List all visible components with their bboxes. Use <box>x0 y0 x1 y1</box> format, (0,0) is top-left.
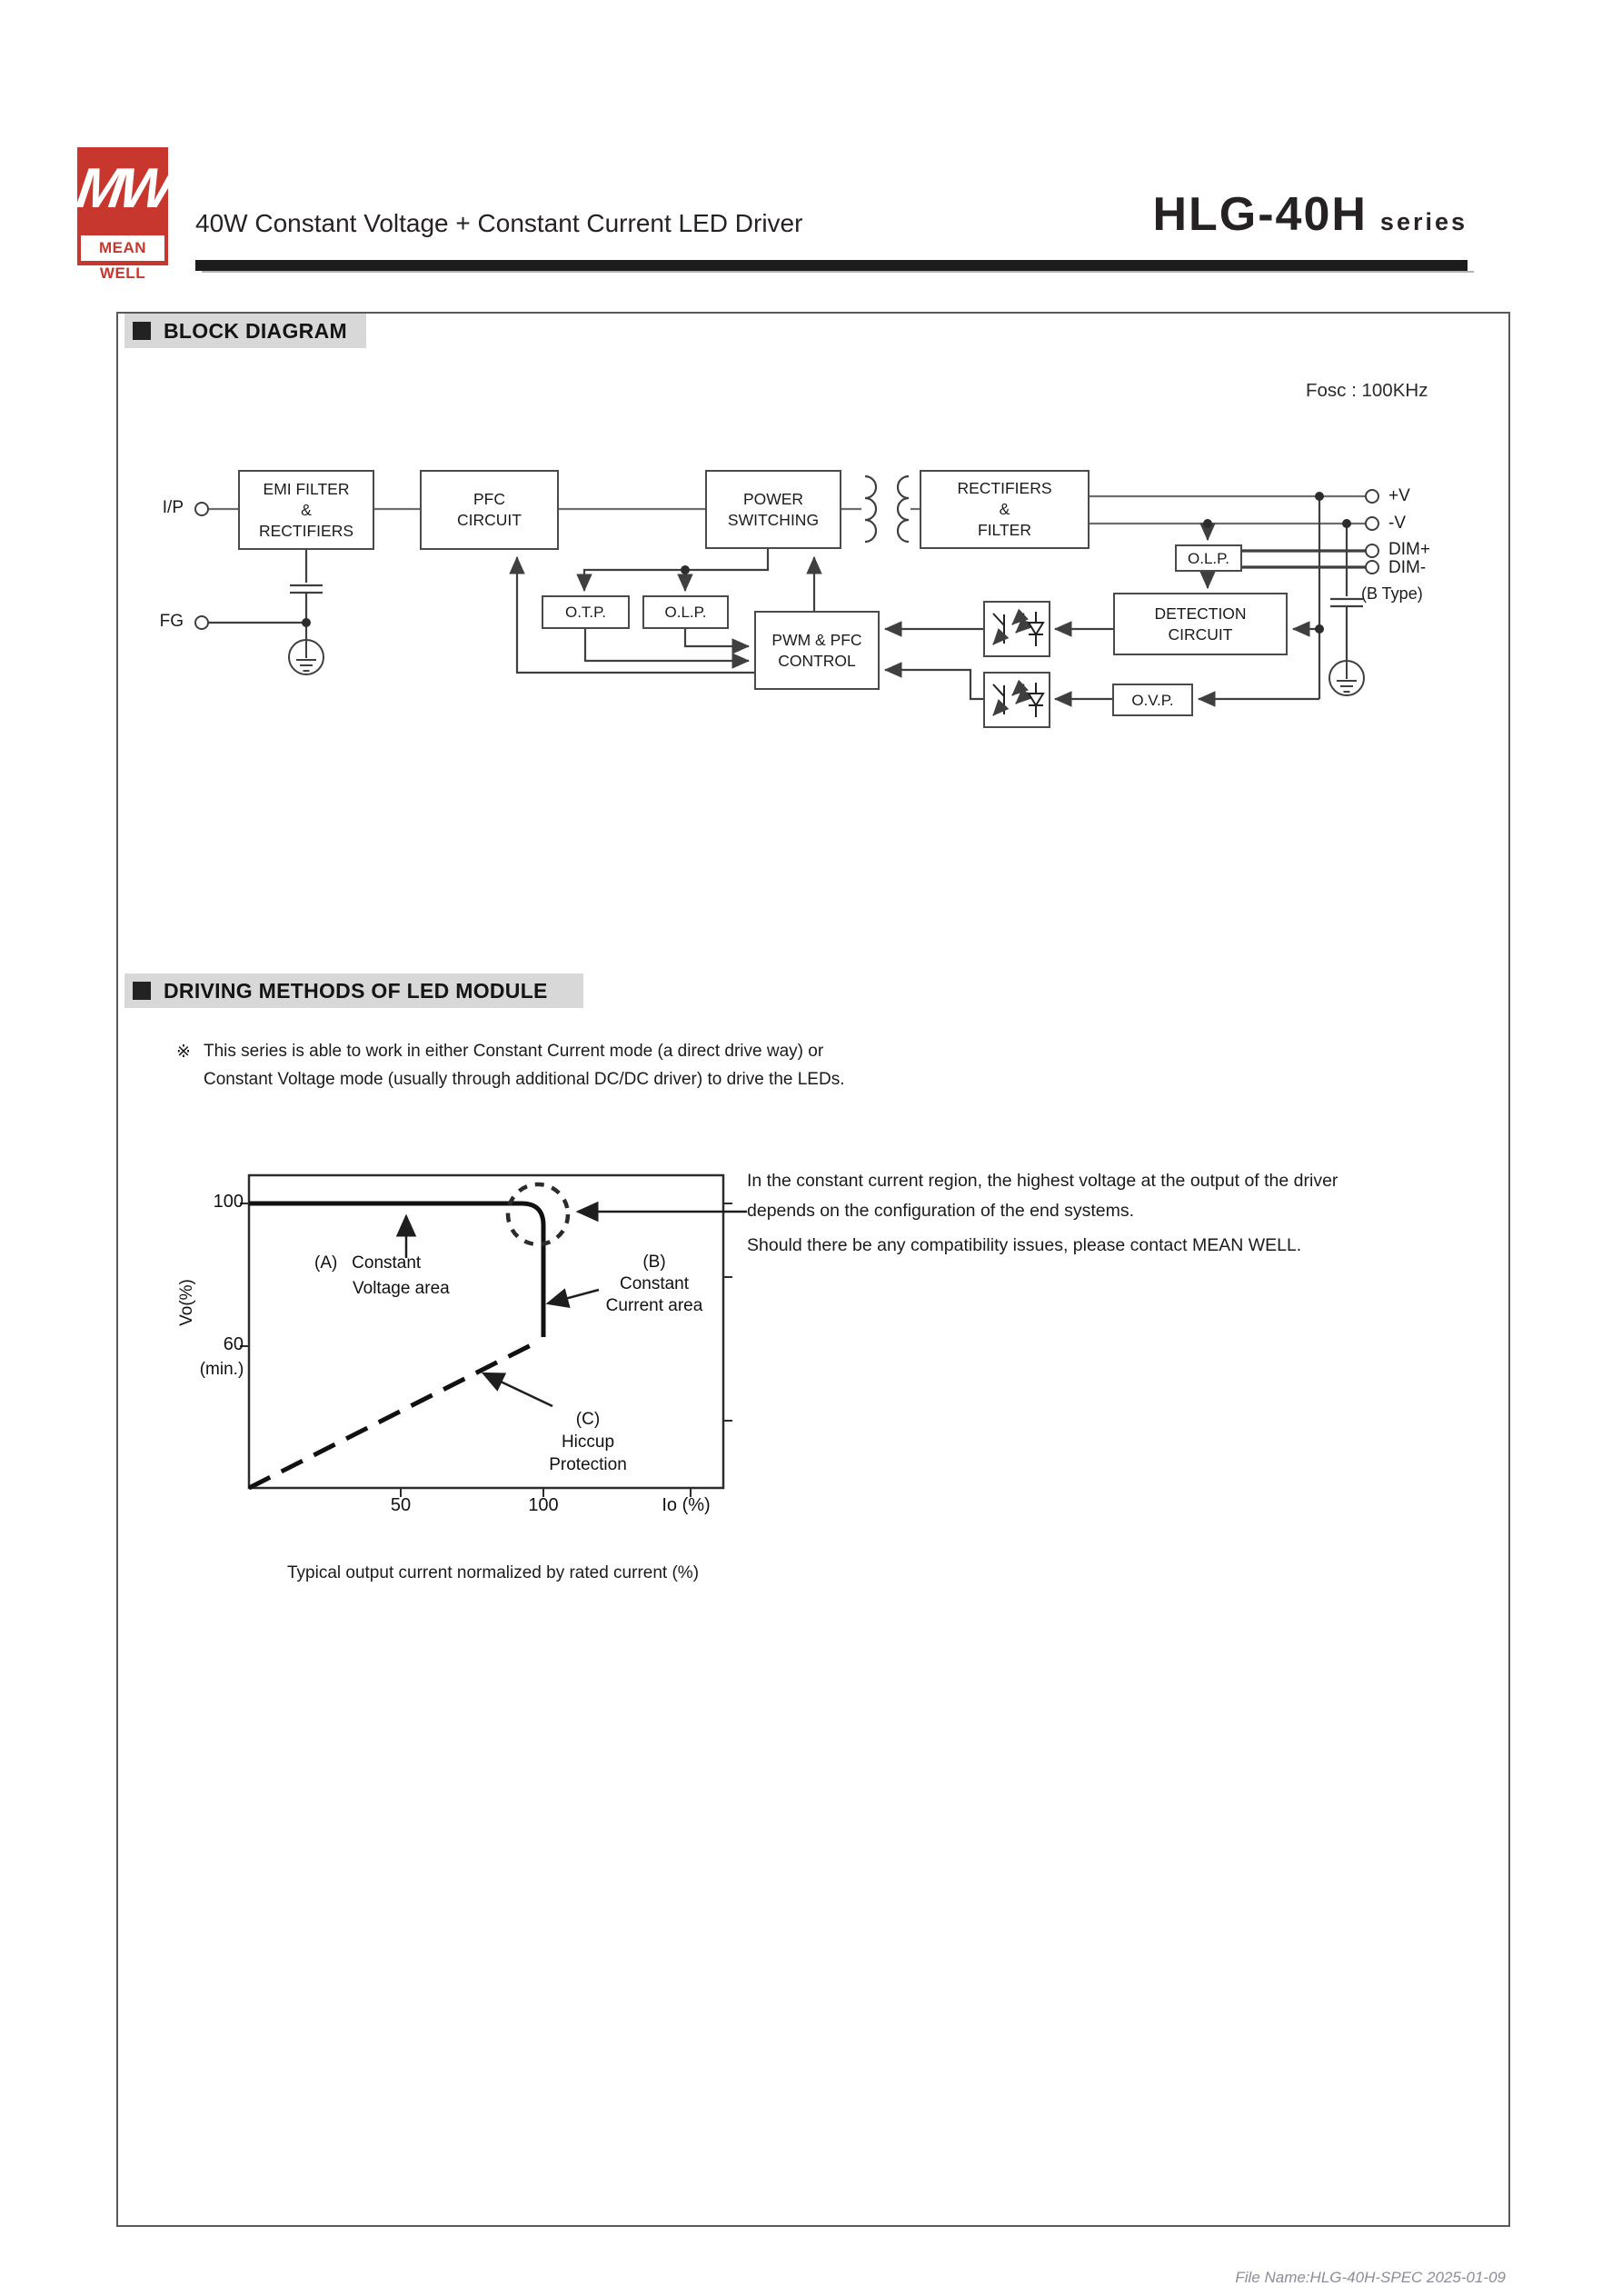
block-line: & <box>999 500 1010 518</box>
section-heading: DRIVING METHODS OF LED MODULE <box>164 978 548 1003</box>
fosc-label: Fosc : 100KHz <box>1306 380 1428 401</box>
block-line: SWITCHING <box>727 510 820 529</box>
page-title: 40W Constant Voltage + Constant Current LED Driver <box>195 209 803 237</box>
block-line: & <box>301 500 312 519</box>
block-emi-filter <box>238 470 374 550</box>
terminal-label-b-type: (B Type) <box>1361 584 1423 603</box>
block-line: CIRCUIT <box>457 511 522 529</box>
series-title <box>1000 187 1468 242</box>
block-otp <box>542 595 630 629</box>
note-line-1: This series is able to work in either Constant Current mode (a direct drive way) or <box>204 1042 824 1061</box>
block-line: O.V.P. <box>1131 691 1174 709</box>
terminal-label-fg: FG <box>159 612 184 631</box>
footer-file-name: File Name:HLG-40H-SPEC 2025-01-09 <box>1235 2269 1506 2286</box>
block-line: FILTER <box>978 521 1031 539</box>
annotation-a-line1: (A) Constant <box>314 1253 422 1273</box>
optocoupler-icon-ovp <box>984 673 1050 727</box>
annotation-b-line: (B) <box>642 1253 666 1272</box>
x-axis-label: Io (%) <box>662 1495 711 1515</box>
block-line: O.L.P. <box>1188 549 1229 567</box>
terminal-label-input: I/P <box>162 498 184 517</box>
block-line: RECTIFIERS <box>258 521 354 540</box>
series-name: HLG-40H <box>1152 188 1368 241</box>
section-header-block-diagram <box>124 314 366 348</box>
section-header-driving-methods <box>124 973 583 1008</box>
annotation-b-line: Constant <box>619 1274 690 1293</box>
optocoupler-icon-feedback <box>984 602 1050 656</box>
block-olp-primary <box>642 595 729 629</box>
annotation-c-line: Hiccup <box>561 1433 615 1452</box>
block-line: PWM & PFC <box>771 630 862 649</box>
annotation-c-line: (C) <box>575 1410 601 1429</box>
annotation-c <box>515 1408 661 1476</box>
y-axis-label: Vo(%) <box>177 1279 196 1326</box>
section-bullet-icon <box>133 982 151 1000</box>
curve-hiccup-protection <box>249 1342 538 1488</box>
logo-brand-text: MEAN WELL <box>81 235 164 261</box>
corner-highlight-circle <box>508 1184 568 1244</box>
vi-chart <box>164 1163 800 1509</box>
ground-icon-output <box>1329 661 1364 695</box>
ytick-100: 100 <box>213 1192 244 1212</box>
block-olp-secondary <box>1175 544 1242 572</box>
terminal-label-v-plus: +V <box>1388 486 1410 505</box>
logo-mw-icon: MW <box>73 157 174 220</box>
section-heading: BLOCK DIAGRAM <box>164 318 347 343</box>
block-power-switching <box>705 470 841 549</box>
block-line: CONTROL <box>778 651 856 670</box>
ytick-min-note: (min.) <box>199 1360 244 1379</box>
section-bullet-icon <box>133 322 151 340</box>
block-line: O.T.P. <box>564 604 607 621</box>
block-line: POWER <box>742 489 804 508</box>
block-line: O.L.P. <box>664 604 707 621</box>
block-line: PFC <box>473 490 505 508</box>
block-line: DETECTION <box>1154 604 1247 623</box>
annotation-b-line: Current area <box>605 1296 703 1315</box>
series-suffix: series <box>1379 208 1468 235</box>
meanwell-logo <box>73 147 174 282</box>
annotation-b <box>586 1252 722 1317</box>
cc-paragraph-line2: depends on the configuration of the end systems. <box>747 1201 1135 1221</box>
annotation-c-line: Protection <box>549 1455 627 1474</box>
header-divider-shadow <box>202 271 1474 273</box>
block-pwm-pfc-control <box>754 611 880 690</box>
block-diagram-wire-layer <box>109 391 1513 800</box>
terminal-label-dim-minus: DIM- <box>1388 558 1427 577</box>
xtick-100: 100 <box>528 1495 559 1515</box>
block-pfc-circuit <box>420 470 559 550</box>
xtick-50: 50 <box>390 1495 412 1515</box>
block-line: EMI FILTER <box>263 479 350 498</box>
ground-icon-input <box>289 640 323 674</box>
block-rectifiers-filter <box>920 470 1090 549</box>
transformer-icon <box>865 476 909 542</box>
block-line: RECTIFIERS <box>957 479 1052 497</box>
ytick-60: 60 <box>223 1334 244 1354</box>
cc-paragraph-line1: In the constant current region, the highest voltage at the output of the driver <box>747 1171 1338 1191</box>
terminal-label-dim-plus: DIM+ <box>1388 540 1430 559</box>
block-detection-circuit <box>1113 593 1288 655</box>
terminal-label-v-minus: -V <box>1388 514 1406 533</box>
header-divider-bar <box>195 260 1468 271</box>
block-line: CIRCUIT <box>1168 624 1233 644</box>
chart-caption: Typical output current normalized by rated current (%) <box>286 1563 700 1582</box>
annotation-a-line2: Voltage area <box>353 1279 450 1298</box>
block-ovp <box>1112 684 1193 716</box>
note-marker: ※ <box>176 1043 191 1062</box>
cc-paragraph-line3: Should there be any compatibility issues, please contact MEAN WELL. <box>747 1235 1302 1255</box>
note-line-2: Constant Voltage mode (usually through additional DC/DC driver) to drive the LEDs. <box>204 1070 845 1089</box>
